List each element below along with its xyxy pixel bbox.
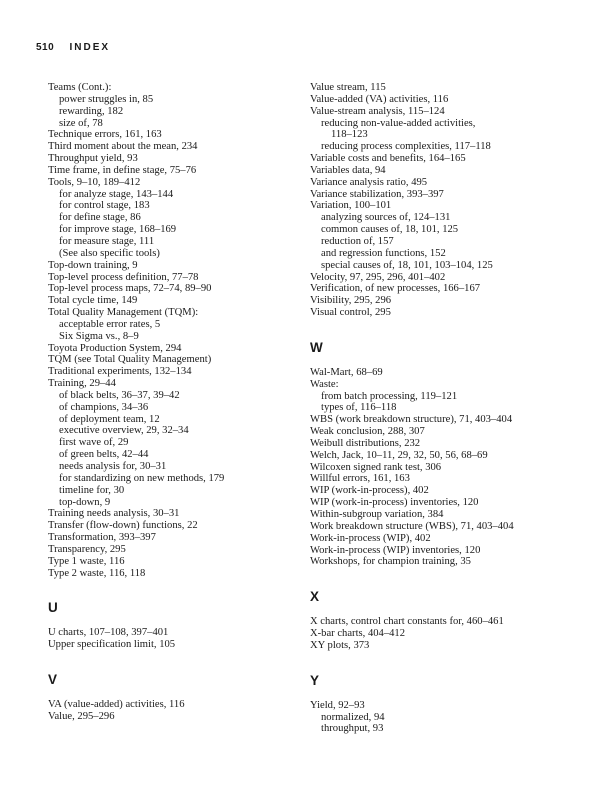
index-entry: XY plots, 373	[310, 639, 370, 651]
index-subentry: of green belts, 42–44	[59, 449, 149, 461]
index-subentry: 118–123	[331, 129, 368, 141]
index-entry: Toyota Production System, 294	[48, 342, 182, 354]
section-spacer	[310, 568, 585, 589]
index-entry: Time frame, in define stage, 75–76	[48, 164, 197, 176]
index-entry: X charts, control chart constants for, 460–461	[310, 616, 504, 628]
index-entry: Training, 29–44	[48, 378, 116, 390]
index-entry: VA (value-added) activities, 116	[48, 699, 185, 711]
index-entry: Work-in-process (WIP), 402	[310, 532, 431, 544]
section-spacer	[48, 651, 298, 672]
index-entry: Verification, of new processes, 166–167	[310, 283, 481, 295]
page-number: 510	[36, 42, 55, 53]
index-subentry: and regression functions, 152	[321, 247, 446, 259]
index-entry: Wilcoxen signed rank test, 306	[310, 461, 442, 473]
index-entry: Value-stream analysis, 115–124	[310, 105, 445, 117]
index-entry: Transformation, 393–397	[48, 532, 156, 544]
index-entry: Transfer (flow-down) functions, 22	[48, 520, 198, 532]
index-subentry: from batch processing, 119–121	[321, 390, 458, 402]
section-spacer	[310, 605, 585, 616]
section-spacer	[310, 319, 585, 340]
index-entry: Tools, 9–10, 189–412	[48, 176, 141, 188]
index-entry: Training needs analysis, 30–31	[48, 508, 180, 520]
index-subentry: for measure stage, 111	[59, 235, 155, 247]
index-subentry: analyzing sources of, 124–131	[321, 212, 451, 224]
section-spacer	[48, 688, 298, 699]
section-spacer	[48, 579, 298, 600]
index-entry: WIP (work-in-process), 402	[310, 485, 429, 497]
index-entry: U charts, 107–108, 397–401	[48, 627, 169, 639]
index-entry: Transparency, 295	[48, 543, 126, 555]
index-entry: Work breakdown structure (WBS), 71, 403–404	[310, 520, 514, 532]
index-entry: TQM (see Total Quality Management)	[48, 354, 212, 366]
index-entry: Top-level process maps, 72–74, 89–90	[48, 283, 212, 295]
index-subentry: executive overview, 29, 32–34	[59, 425, 189, 437]
index-entry: Waste:	[310, 378, 339, 390]
section-letter-heading: Y	[310, 672, 320, 688]
index-subentry: first wave of, 29	[59, 437, 129, 449]
index-entry: Total cycle time, 149	[48, 295, 138, 307]
index-subentry: of champions, 34–36	[59, 401, 149, 413]
section-spacer	[48, 616, 298, 627]
index-entry: Top-level process definition, 77–78	[48, 271, 199, 283]
index-entry: Value stream, 115	[310, 82, 386, 93]
index-subentry: size of, 78	[59, 117, 103, 129]
index-subentry: of deployment team, 12	[59, 413, 160, 425]
index-entry: Yield, 92–93	[310, 699, 365, 711]
index-subentry: for define stage, 86	[59, 212, 141, 224]
index-entry: X-bar charts, 404–412	[310, 628, 406, 640]
index-entry: WBS (work breakdown structure), 71, 403–404	[310, 414, 513, 426]
section-spacer	[310, 652, 585, 673]
index-subentry: reduction of, 157	[321, 235, 394, 247]
index-subentry: for control stage, 183	[59, 200, 150, 212]
index-entry: WIP (work-in-process) inventories, 120	[310, 497, 479, 509]
index-entry: Top-down training, 9	[48, 259, 138, 271]
index-entry: Value-added (VA) activities, 116	[310, 93, 449, 105]
left-index-column	[48, 82, 298, 723]
index-entry: Type 2 waste, 116, 118	[48, 567, 146, 579]
index-entry: Variation, 100–101	[310, 200, 392, 212]
index-entry: Variables data, 94	[310, 164, 386, 176]
index-subentry: types of, 116–118	[321, 402, 397, 414]
index-subentry: common causes of, 18, 101, 125	[321, 224, 459, 236]
right-index-column	[310, 82, 585, 735]
index-entry: Variance analysis ratio, 495	[310, 176, 428, 188]
index-entry: Weak conclusion, 288, 307	[310, 426, 425, 438]
index-entry: Weibull distributions, 232	[310, 437, 421, 449]
section-letter-heading: W	[310, 339, 323, 355]
index-entry: Traditional experiments, 132–134	[48, 366, 192, 378]
index-entry: Willful errors, 161, 163	[310, 473, 410, 485]
index-entry: Upper specification limit, 105	[48, 639, 176, 651]
running-header	[36, 42, 110, 53]
index-entry: Type 1 waste, 116	[48, 555, 125, 567]
index-subentry: reducing process complexities, 117–118	[321, 141, 491, 153]
index-subentry: rewarding, 182	[59, 105, 124, 117]
index-subentry: normalized, 94	[321, 711, 385, 723]
index-subentry: reducing non-value-added activities,	[321, 117, 476, 129]
index-entry: Within-subgroup variation, 384	[310, 509, 444, 520]
index-entry: Work-in-process (WIP) inventories, 120	[310, 544, 481, 556]
index-entry: Value, 295–296	[48, 710, 115, 722]
index-entry: Technique errors, 161, 163	[48, 129, 162, 141]
index-subentry: for improve stage, 168–169	[59, 224, 177, 236]
index-subentry: top-down, 9	[59, 496, 111, 508]
index-subentry: acceptable error rates, 5	[59, 318, 161, 330]
index-entry: Third moment about the mean, 234	[48, 141, 198, 153]
index-subentry: power struggles in, 85	[59, 93, 154, 105]
index-subentry: needs analysis for, 30–31	[59, 461, 167, 472]
index-subentry: for analyze stage, 143–144	[59, 188, 174, 200]
index-subentry: throughput, 93	[321, 723, 384, 735]
index-subentry: special causes of, 18, 101, 103–104, 125	[321, 259, 493, 271]
section-letter-heading: X	[310, 589, 320, 605]
index-entry: Variable costs and benefits, 164–165	[310, 153, 466, 165]
index-entry: Welch, Jack, 10–11, 29, 32, 50, 56, 68–69	[310, 449, 488, 461]
running-title: INDEX	[69, 42, 111, 53]
index-entry: Velocity, 97, 295, 296, 401–402	[310, 271, 446, 283]
index-entry: Throughput yield, 93	[48, 153, 138, 165]
index-entry: Variance stabilization, 393–397	[310, 188, 444, 200]
index-subentry: Six Sigma vs., 8–9	[59, 330, 139, 342]
section-spacer	[310, 689, 585, 700]
section-spacer	[310, 356, 585, 367]
index-entry: Visibility, 295, 296	[310, 295, 392, 307]
index-entry: Teams (Cont.):	[48, 82, 112, 93]
index-entry: Visual control, 295	[310, 307, 391, 319]
index-subentry: for standardizing on new methods, 179	[59, 472, 225, 484]
index-entry: Total Quality Management (TQM):	[48, 307, 199, 319]
section-letter-heading: V	[48, 672, 58, 688]
index-entry: Wal-Mart, 68–69	[310, 366, 383, 378]
section-letter-heading: U	[48, 600, 58, 616]
index-entry: Workshops, for champion training, 35	[310, 556, 471, 568]
index-subentry: of black belts, 36–37, 39–42	[59, 389, 180, 401]
index-subentry: (See also specific tools)	[59, 247, 160, 259]
index-subentry: timeline for, 30	[59, 484, 125, 496]
